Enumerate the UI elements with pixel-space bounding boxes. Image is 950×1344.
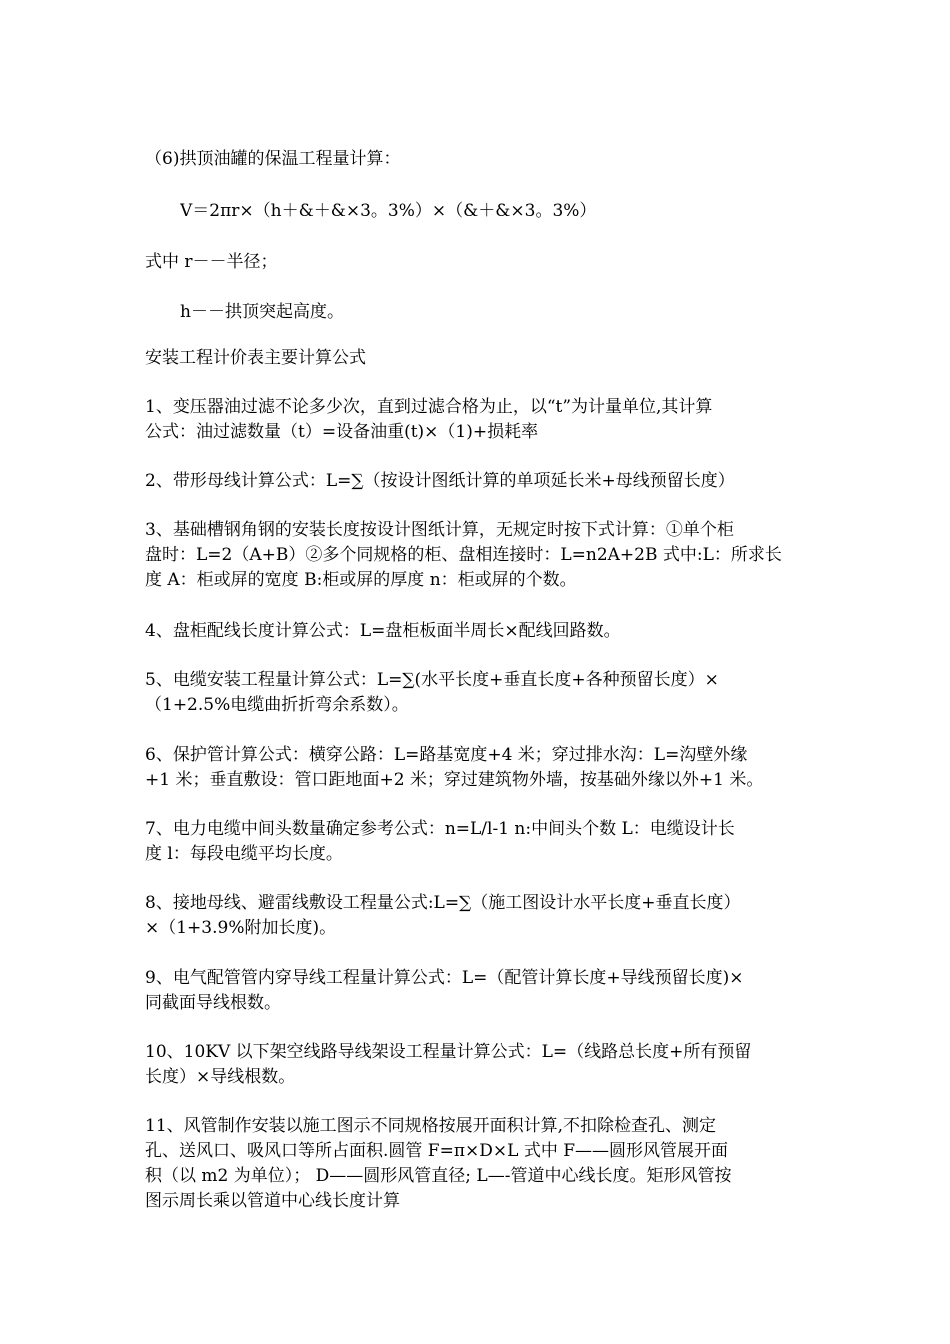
item-9-line-1: 9、电气配管管内穿导线工程量计算公式：L=（配管计算长度+导线预留长度)× xyxy=(145,968,744,988)
item-3-line-2: 盘时：L=2（A+B）②多个同规格的柜、盘相连接时：L=n2A+2B 式中:L：所求长 xyxy=(145,545,782,565)
item-10-line-1: 10、10KV 以下架空线路导线架设工程量计算公式：L=（线路总长度+所有预留 xyxy=(145,1042,752,1062)
item-8-line-2: ×（1+3.9%附加长度)。 xyxy=(145,918,337,938)
line-3: 式中 r－－半径； xyxy=(145,252,278,272)
item-1-line-2: 公式：油过滤数量（t）=设备油重(t)×（1)+损耗率 xyxy=(145,422,539,442)
item-6-line-2: +1 米；垂直敷设：管口距地面+2 米；穿过建筑物外墙，按基础外缘以外+1 米。 xyxy=(145,770,764,790)
line-1: （6)拱顶油罐的保温工程量计算： xyxy=(145,149,401,169)
item-9-line-2: 同截面导线根数。 xyxy=(145,993,281,1013)
item-8-line-1: 8、接地母线、避雷线敷设工程量公式:L=∑（施工图设计水平长度+垂直长度） xyxy=(145,893,741,913)
line-4: h－－拱顶突起高度。 xyxy=(180,302,344,322)
item-4-line-1: 4、盘柜配线长度计算公式：L=盘柜板面半周长×配线回路数。 xyxy=(145,621,621,641)
item-10-line-2: 长度）×导线根数。 xyxy=(145,1067,296,1087)
item-6-line-1: 6、保护管计算公式：横穿公路：L=路基宽度+4 米；穿过排水沟：L=沟壁外缘 xyxy=(145,745,748,765)
item-2-line-1: 2、带形母线计算公式：L=∑（按设计图纸计算的单项延长米+母线预留长度） xyxy=(145,471,735,491)
item-5-line-1: 5、电缆安装工程量计算公式：L=∑(水平长度+垂直长度+各种预留长度）× xyxy=(145,670,719,690)
item-11-line-3: 积（以 m2 为单位）； D——圆形风管直径; L—-管道中心线长度。矩形风管按 xyxy=(145,1166,732,1186)
item-7-line-1: 7、电力电缆中间头数量确定参考公式：n=L/l-1 n:中间头个数 L：电缆设计长 xyxy=(145,819,735,839)
item-1-line-1: 1、变压器油过滤不论多少次，直到过滤合格为止，以“t”为计量单位,其计算 xyxy=(145,397,713,417)
item-11-line-4: 图示周长乘以管道中心线长度计算 xyxy=(145,1191,400,1211)
section-title: 安装工程计价表主要计算公式 xyxy=(145,348,366,368)
item-11-line-1: 11、风管制作安装以施工图示不同规格按展开面积计算,不扣除检查孔、测定 xyxy=(145,1116,717,1136)
item-5-line-2: （1+2.5%电缆曲折折弯余系数）。 xyxy=(145,695,409,715)
item-3-line-3: 度 A：柜或屏的宽度 B:柜或屏的厚度 n：柜或屏的个数。 xyxy=(145,570,577,590)
item-11-line-2: 孔、送风口、吸风口等所占面积.圆管 F=π×D×L 式中 F——圆形风管展开面 xyxy=(145,1141,729,1161)
line-2-formula: V＝2πr×（h＋&＋&×3。3%）×（&＋&×3。3%） xyxy=(180,201,597,221)
item-7-line-2: 度 l：每段电缆平均长度。 xyxy=(145,844,343,864)
item-3-line-1: 3、基础槽钢角钢的安装长度按设计图纸计算，无规定时按下式计算：①单个柜 xyxy=(145,520,734,540)
